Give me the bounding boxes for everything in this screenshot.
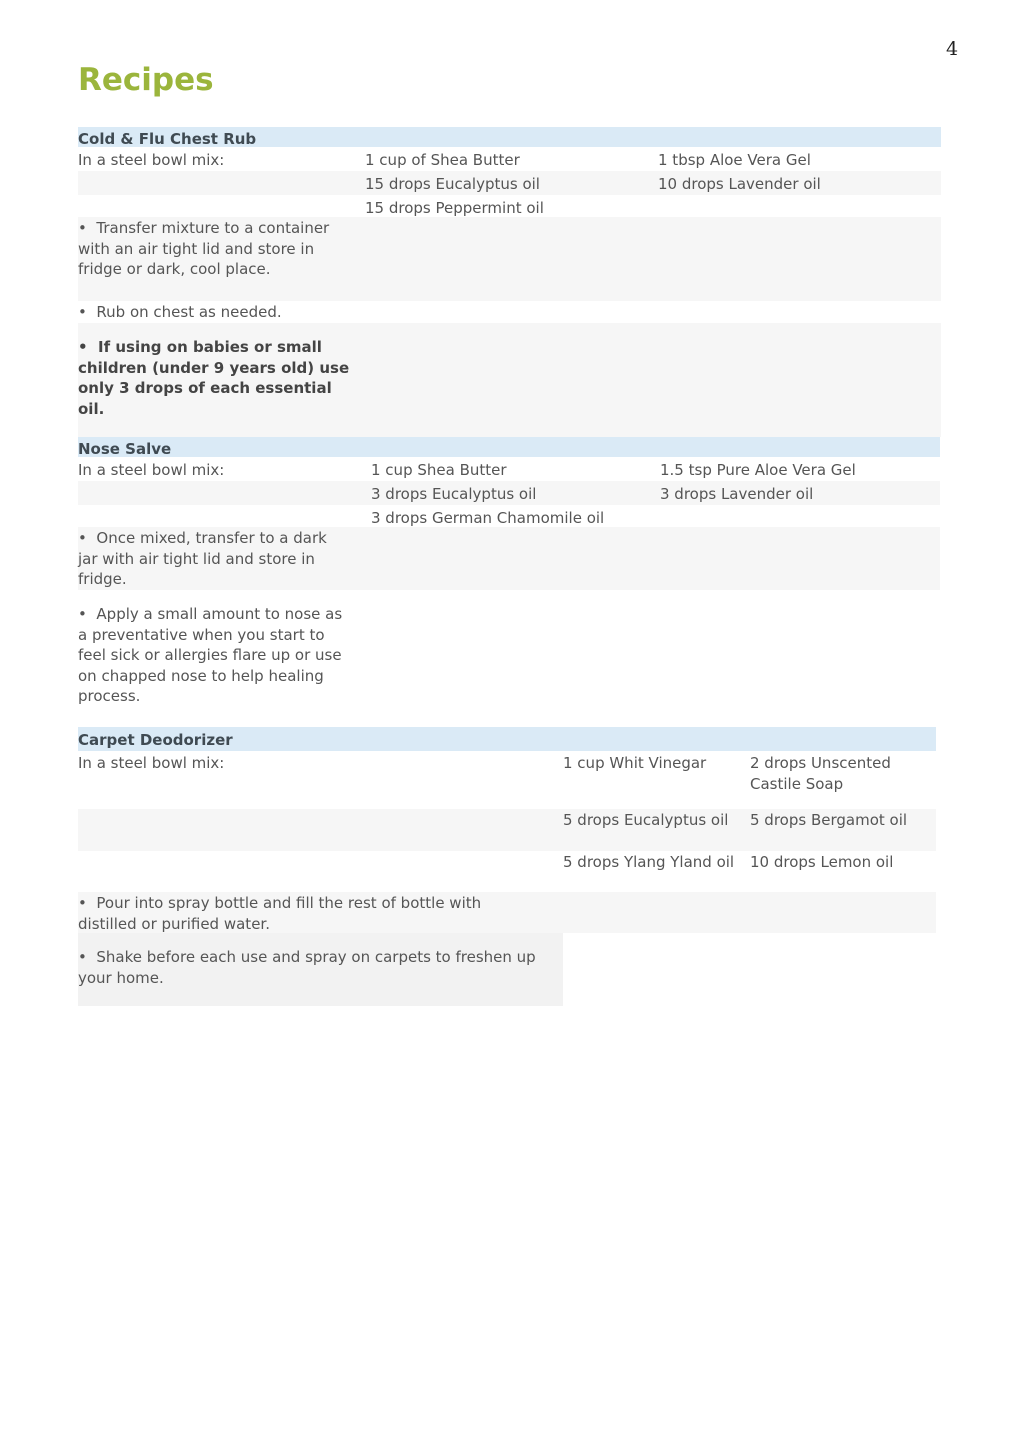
step-text: Transfer mixture to a container with an air tight lid and store in fridge or dark, cool place.: [78, 219, 330, 279]
ingredient: 5 drops Bergamot oil: [750, 811, 908, 829]
ingredient: 3 drops Lavender oil: [660, 485, 814, 503]
step-item: [78, 336, 350, 437]
ingredient-row: [78, 809, 936, 851]
step-item: [78, 217, 350, 301]
step-item: [78, 933, 563, 1006]
bullet-icon: •: [78, 219, 87, 237]
step-row: [78, 323, 941, 437]
ingredient: 1 cup Whit Vinegar: [563, 754, 707, 772]
ingredient: 1 tbsp Aloe Vera Gel: [658, 151, 811, 169]
step-row: [78, 527, 940, 590]
ingredient: 3 drops Eucalyptus oil: [371, 485, 537, 503]
recipe-intro: In a steel bowl mix:: [78, 754, 225, 772]
step-item: [78, 527, 350, 590]
recipe-title: Cold & Flu Chest Rub: [78, 127, 941, 147]
ingredient: 3 drops German Chamomile oil: [371, 509, 605, 527]
step-text: Rub on chest as needed.: [96, 303, 282, 321]
step-row: [78, 301, 941, 323]
ingredient-row: [78, 147, 941, 171]
ingredient-row: [78, 505, 940, 527]
ingredient-row: [78, 457, 940, 481]
recipe-intro: In a steel bowl mix:: [78, 461, 225, 479]
step-text: Once mixed, transfer to a dark jar with air tight lid and store in fridge.: [78, 529, 327, 589]
ingredient: 10 drops Lavender oil: [658, 175, 821, 193]
step-item: [78, 892, 538, 933]
bullet-icon: •: [78, 894, 87, 912]
step-text: Pour into spray bottle and fill the rest of bottle with distilled or purified water.: [78, 894, 482, 933]
page-title: Recipes: [78, 62, 214, 98]
step-text: Apply a small amount to nose as a preventative when you start to feel sick or allergies flare up or use on chapped nose to help healing process.: [78, 605, 343, 706]
step-row: [78, 217, 941, 301]
ingredient: 5 drops Eucalyptus oil: [563, 811, 729, 829]
step-row: [78, 590, 940, 724]
page-number: 4: [946, 38, 959, 60]
bullet-icon: •: [78, 303, 87, 321]
recipe-carpet-deodorizer: [78, 727, 936, 1006]
bullet-icon: •: [78, 338, 88, 356]
bullet-icon: •: [78, 605, 87, 623]
ingredient: 5 drops Ylang Yland oil: [563, 853, 735, 871]
ingredient-row: [78, 751, 936, 809]
ingredient: 15 drops Peppermint oil: [365, 199, 544, 217]
step-text: Shake before each use and spray on carpets to freshen up your home.: [78, 948, 536, 987]
ingredient: 1 cup Shea Butter: [371, 461, 507, 479]
step-row: [78, 892, 936, 933]
step-text-warning: If using on babies or small children (under 9 years old) use only 3 drops of each essential oil.: [78, 338, 350, 418]
ingredient: 15 drops Eucalyptus oil: [365, 175, 540, 193]
step-item: [78, 301, 350, 323]
ingredient-row: [78, 171, 941, 195]
recipe-cold-flu-chest-rub: [78, 127, 941, 437]
step-item: [78, 603, 350, 724]
ingredient: 2 drops Unscented Castile Soap: [750, 754, 891, 793]
ingredient-row: [78, 195, 941, 217]
bullet-icon: •: [78, 529, 87, 547]
recipe-title: Carpet Deodorizer: [78, 727, 936, 751]
ingredient: 10 drops Lemon oil: [750, 853, 894, 871]
ingredient: 1 cup of Shea Butter: [365, 151, 520, 169]
recipe-intro: In a steel bowl mix:: [78, 151, 225, 169]
recipe-title: Nose Salve: [78, 437, 940, 457]
ingredient-row: [78, 851, 936, 892]
bullet-icon: •: [78, 948, 87, 966]
ingredient-row: [78, 481, 940, 505]
recipe-nose-salve: [78, 437, 940, 724]
ingredient: 1.5 tsp Pure Aloe Vera Gel: [660, 461, 856, 479]
step-row: [78, 933, 936, 1006]
